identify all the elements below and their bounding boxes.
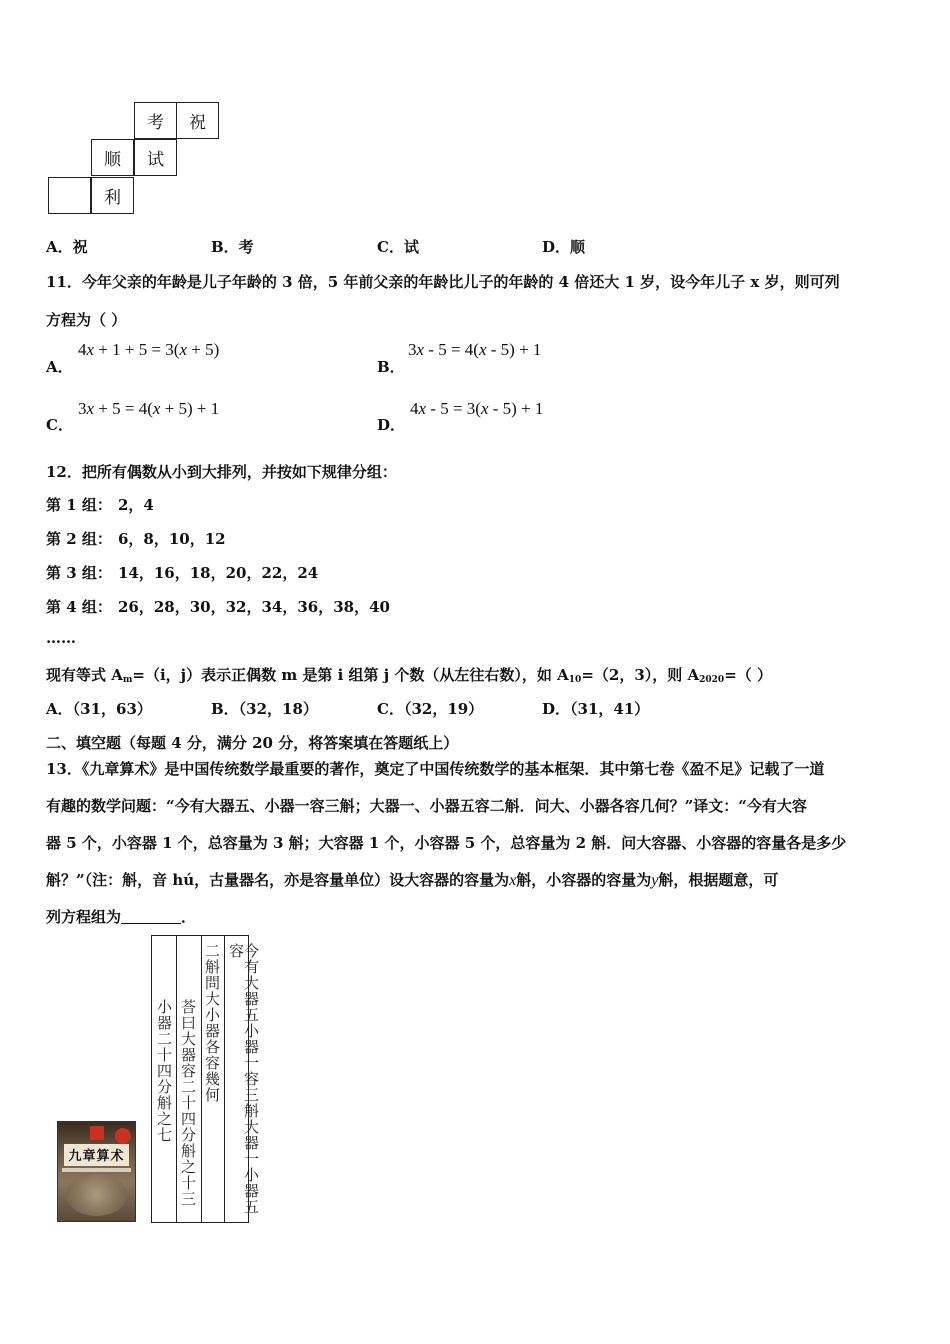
q11-option-d-label: D． [377,416,406,434]
classical-column-2: 二斛問大小器各容幾何 [203,943,221,1103]
var-x: x [509,872,517,889]
var-y: y [651,872,659,889]
scroll-col-line [201,935,202,1223]
q12-group-3-values: 14，16，18，20，22，24 [118,564,319,582]
q12-group-4-values: 26，28，30，32，34，36，38，40 [118,598,390,616]
q12-option-d: D．（31，41） [542,700,650,718]
q12-group-2-label: 第 2 组： [46,530,112,548]
q13-line-4: 斛？”（注：斛，音 hú，古量器名，亦是容量单位）设大容器的容量为x斛，小容器的容量为y斛，根据题意，可 [46,871,779,889]
cube-cell-shun: 顺 [91,139,134,176]
book-cover-pattern [66,1174,127,1216]
scroll-col-line [224,935,225,1223]
q11-option-c-label: C． [46,416,73,434]
q12-group-3-label: 第 3 组： [46,564,112,582]
q10-option-a: A．祝 [46,238,88,256]
scroll-col-line [151,935,152,1223]
q10-option-b: B．考 [211,238,254,256]
q11-option-a-equation: 4x + 1 + 5 = 3(x + 5) [78,340,220,359]
book-cover-seal [90,1126,104,1140]
cube-cell-shi: 试 [134,139,177,176]
cube-cell-empty [48,177,91,214]
scroll-col-line [176,935,177,1223]
classical-column-4: 小器二十四分斛之七 [155,999,173,1143]
q11-option-a-label: A． [46,358,73,376]
cube-cell-li: 利 [91,177,134,214]
q10-option-c: C．试 [377,238,419,256]
q13-line-5: 列方程组为 ． [46,908,197,926]
q11-stem-line1: 11．今年父亲的年龄是儿子年龄的 3 倍，5 年前父亲的年龄比儿子的年龄的 4 倍还大 1 岁，设今年儿子 x 岁，则可列 [46,273,840,291]
classical-text-image [151,935,260,1223]
q11-option-b-equation: 3x - 5 = 4(x - 5) + 1 [408,340,542,359]
q12-group-1-values: 2，4 [118,496,154,514]
q13-line-3: 器 5 个，小容器 1 个，总容量为 3 斛；大容器 1 个，小容器 5 个，总容量为 2 斛．问大容器、小容器的容量各是多少 [46,834,847,852]
q11-option-b-label: B． [377,358,405,376]
book-cover-title: 九章算术 [68,1149,125,1164]
q12-group-4-label: 第 4 组： [46,598,112,616]
book-cover-badge [115,1128,131,1144]
q11-option-c-equation: 3x + 5 = 4(x + 5) + 1 [78,399,220,418]
section-2-heading: 二、填空题（每题 4 分，满分 20 分，将答案填在答题纸上） [46,734,459,752]
classical-column-3: 荅曰大器容二十四分斛之十三 [179,999,197,1207]
q11-stem-line2: 方程为（ ） [46,311,127,329]
classical-column-1: 今有大器五小器一容三斛大器一小器五容 [227,943,260,1215]
q13-line-2: 有趣的数学问题：“今有大器五、小器一容三斛；大器一、小器五容二斛．问大、小器各容几何？”译文：“今有大容 [46,797,807,815]
q12-ellipsis: …… [46,629,76,647]
q12-group-1-label: 第 1 组： [46,496,112,514]
book-cover-subtitle-bar [62,1168,131,1172]
cube-cell-zhu: 祝 [176,102,219,139]
q11-option-d-equation: 4x - 5 = 3(x - 5) + 1 [410,399,544,418]
q13-line-1: 13．《九章算术》是中国传统数学最重要的著作，奠定了中国传统数学的基本框架．其中第七卷《盈不足》记载了一道 [46,760,825,778]
q12-option-b: B．（32，18） [211,700,318,718]
q12-option-c: C．（32，19） [377,700,484,718]
q12-stem: 12．把所有偶数从小到大排列，并按如下规律分组： [46,463,397,481]
q10-option-d: D．顺 [542,238,586,256]
q12-group-2-values: 6，8，10，12 [118,530,226,548]
q12-option-a: A．（31，63） [46,700,152,718]
scroll-top-border [151,935,249,936]
q12-condition: 现有等式 $A_m=(i$，j）表示正偶数 m 是第 i 组第 j 个数（从左往右数），如 $A_{10}=(2$，3），则 $A_{2020}=$（ ） [46,666,772,685]
book-cover-image [57,1121,136,1222]
cube-cell-kao: 考 [134,102,177,139]
answer-blank[interactable] [121,909,181,924]
